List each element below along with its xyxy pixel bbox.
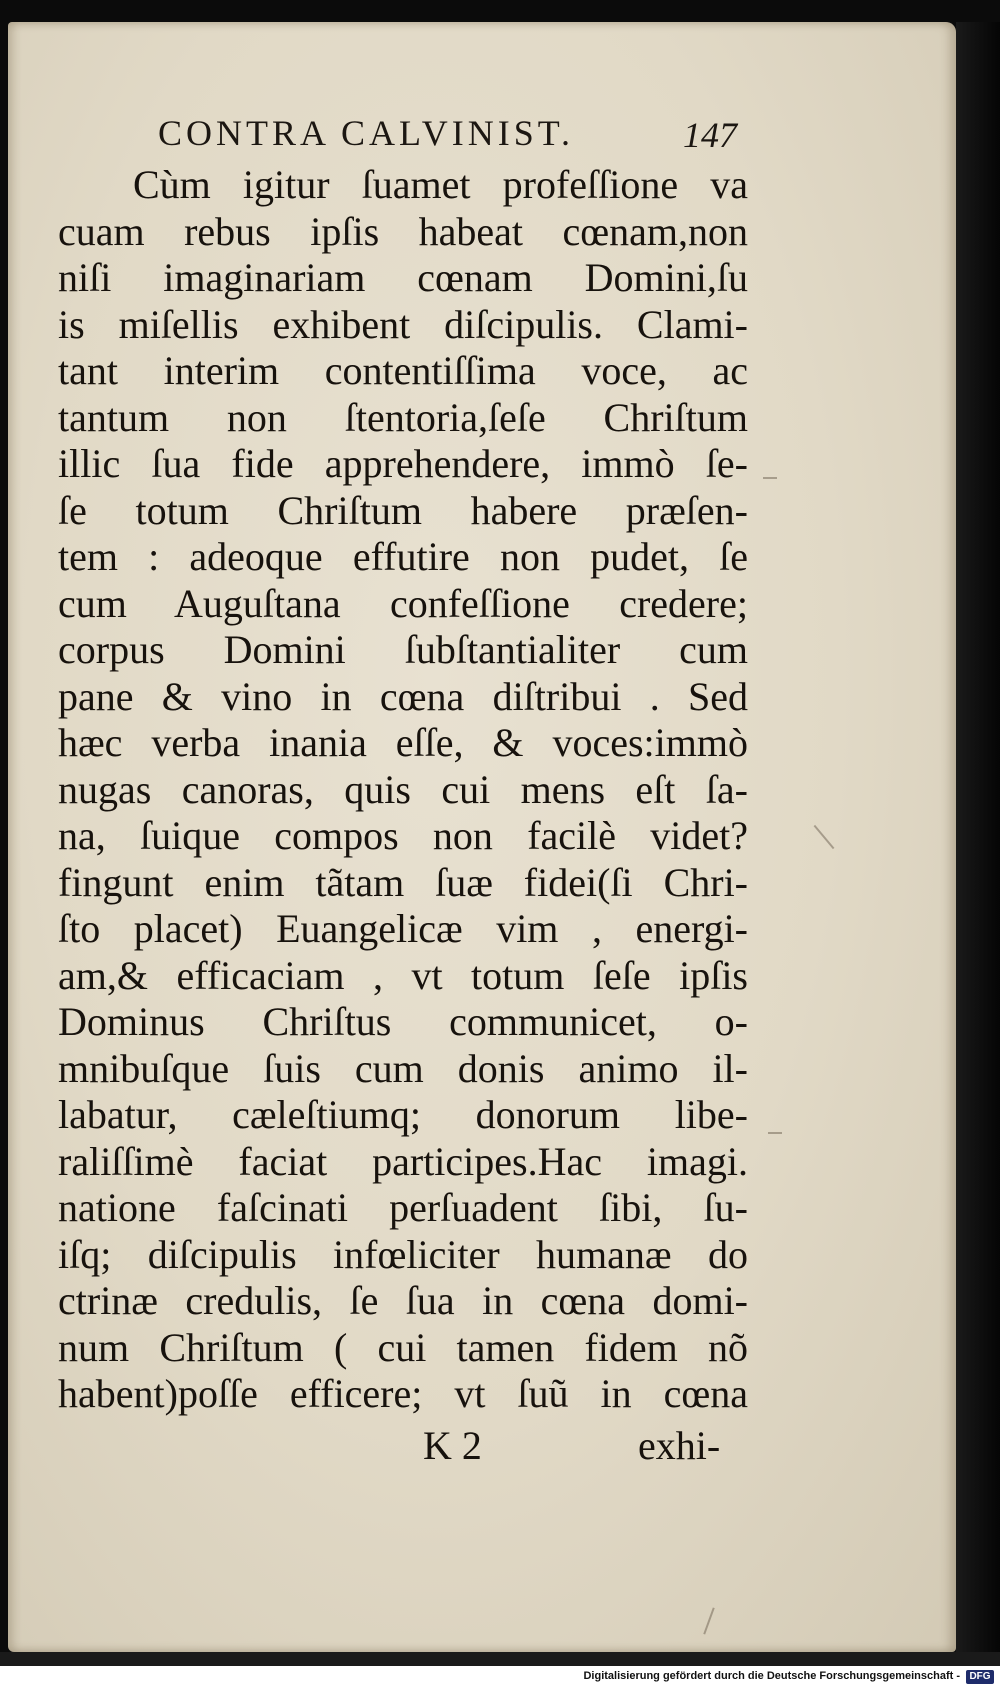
digitization-credit: Digitalisierung gefördert durch die Deutsche Forschungsgemeinschaft - <box>583 1670 960 1682</box>
text-line: corpus Domini ſubſtantialiter cum <box>58 627 748 672</box>
scan-bottom-edge <box>0 1652 1000 1666</box>
text-line: ctrinæ credulis, ſe ſua in cœna domi- <box>58 1278 748 1323</box>
text-line: niſi imaginariam cœnam Domini,ſu <box>58 255 748 300</box>
text-line: fingunt enim tãtam ſuæ fidei(ſi Chri- <box>58 859 748 905</box>
text-line: nugas canoras, quis cui mens eſt ſa- <box>58 766 748 812</box>
text-line: tem : adeoque effutire non pudet, ſe <box>58 534 748 579</box>
text-line: natione faſcinati perſuadent ſibi, ſu- <box>58 1185 748 1230</box>
text-line: is miſellis exhibent diſcipulis. Clami- <box>58 301 748 347</box>
book-page <box>8 22 956 1652</box>
paper-blemish <box>768 1132 782 1134</box>
text-line: raliſſimè faciat participes.Hac imagi. <box>58 1138 748 1184</box>
text-line: pane & vino in cœna diſtribui . Sed <box>58 673 748 719</box>
catchword: exhi- <box>638 1423 721 1468</box>
text-line: hæc verba inania eſſe, & voces:immò <box>58 720 748 765</box>
text-line: num Chriſtum ( cui tamen fidem nõ <box>58 1324 748 1370</box>
dfg-logo: DFG <box>966 1670 994 1684</box>
text-line: Cùm igitur ſuamet profeſſione va <box>133 162 748 207</box>
text-line: cum Auguſtana confeſſione credere; <box>58 580 748 626</box>
page-header <box>8 104 956 164</box>
text-line: habent)poſſe efficere; vt ſuũ in cœna <box>58 1371 748 1416</box>
text-line: ſe totum Chriſtum habere præſen- <box>58 487 748 533</box>
body-text <box>58 162 758 1418</box>
digitization-credit-bar <box>0 1666 1000 1689</box>
signature-mark: K 2 <box>423 1423 482 1468</box>
text-line: am,& efficaciam , vt totum ſeſe ipſis <box>58 952 748 998</box>
text-line: ſto placet) Euangelicæ vim , energi- <box>58 906 748 951</box>
text-line: cuam rebus ipſis habeat cœnam,non <box>58 208 748 254</box>
text-line: na, ſuique compos non facilè videt? <box>58 813 748 858</box>
text-line: illic ſua fide apprehendere, immò ſe- <box>58 441 748 486</box>
text-line: mnibuſque ſuis cum donis animo il- <box>58 1045 748 1091</box>
page-footer <box>8 1422 956 1482</box>
paper-blemish <box>703 1608 714 1635</box>
text-line: tant interim contentiſſima voce, ac <box>58 348 748 393</box>
paper-blemish <box>814 825 835 849</box>
text-line: tantum non ſtentoria,ſeſe Chriſtum <box>58 394 748 440</box>
running-head: CONTRA CALVINIST. <box>158 113 575 153</box>
page-number: 147 <box>683 115 737 155</box>
scan-background-edge <box>956 22 1000 1652</box>
paper-blemish <box>763 477 777 479</box>
text-line: labatur, cæleſtiumq; donorum libe- <box>58 1092 748 1137</box>
text-line: iſq; diſcipulis infœliciter humanæ do <box>58 1231 748 1277</box>
text-line: Dominus Chriſtus communicet, o- <box>58 999 748 1044</box>
